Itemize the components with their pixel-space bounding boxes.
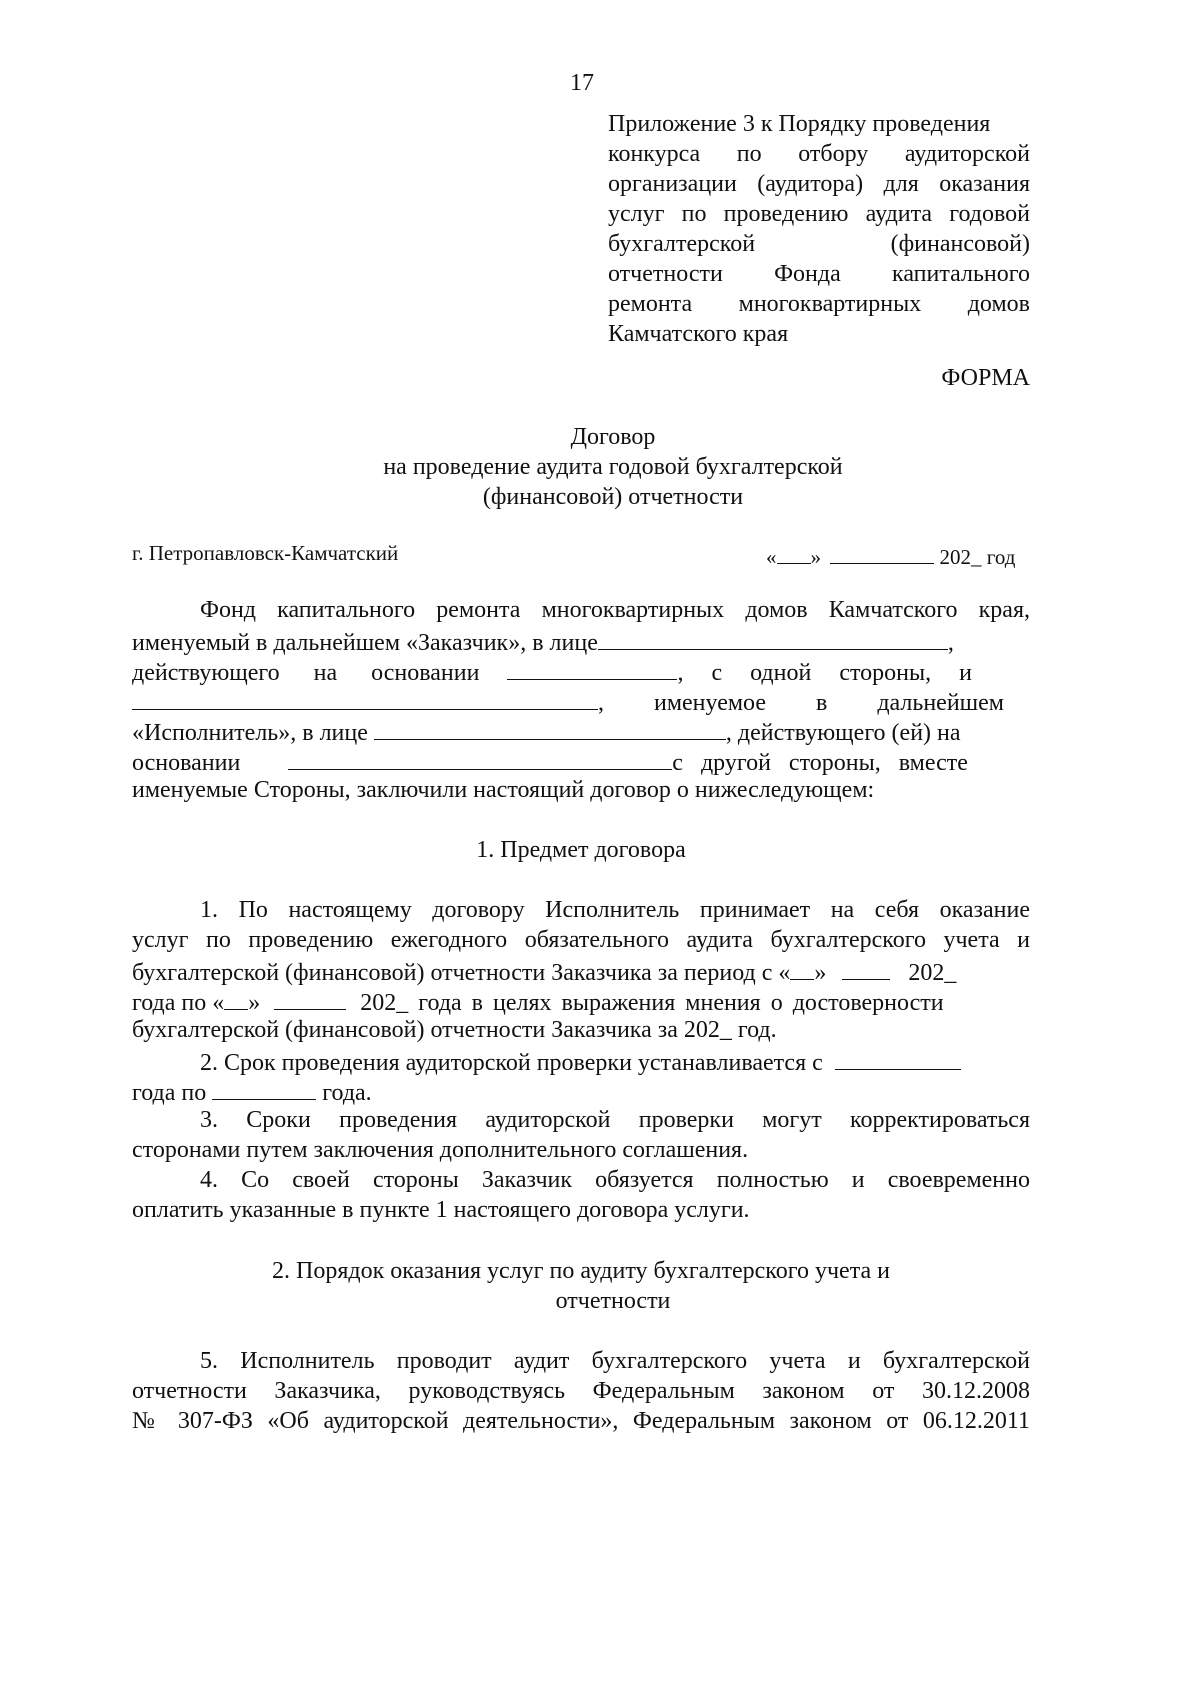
preamble-text: именуемый в дальнейшем «Заказчик», в лице xyxy=(132,630,598,656)
preamble-line xyxy=(132,747,968,777)
preamble-text: действующего на основании xyxy=(132,660,480,686)
contract-title-line3: (финансовой) отчетности xyxy=(482,484,744,510)
day-blank xyxy=(777,541,811,564)
preamble-line xyxy=(132,687,1004,717)
paragraph-text: года. xyxy=(322,1080,372,1106)
paragraph-line: услуг по проведению ежегодного обязательного аудита бухгалтерского учета и xyxy=(132,927,1030,953)
appendix-line: Приложение 3 к Порядку проведения xyxy=(608,111,991,137)
paragraph-line xyxy=(200,1047,961,1077)
section-heading-line2: отчетности xyxy=(555,1288,671,1314)
section-heading: 2. Порядок оказания услуг по аудиту бухгалтерского учета и xyxy=(272,1258,890,1284)
paragraph-text: » xyxy=(814,960,827,986)
date-year-prefix: 202 xyxy=(939,545,971,569)
appendix-line: Камчатского края xyxy=(608,321,789,347)
customer-representative-blank xyxy=(598,627,948,650)
period-start-month-blank xyxy=(842,957,890,980)
preamble-text: с другой стороны, вместе xyxy=(672,750,968,776)
preamble-line xyxy=(132,717,961,747)
paragraph-line xyxy=(132,957,956,987)
paragraph-line: № 307-ФЗ «Об аудиторской деятельности», Федеральным законом от 06.12.2011 xyxy=(132,1408,1030,1434)
preamble-line: Фонд капитального ремонта многоквартирных домов Камчатского края, xyxy=(200,597,1030,623)
contractor-representative-blank xyxy=(374,717,726,740)
preamble-text: , действующего (ей) на xyxy=(725,720,961,746)
contract-place: г. Петропавловск-Камчатский xyxy=(132,541,399,565)
date-year-suffix: _ год xyxy=(971,545,1016,569)
month-blank xyxy=(830,541,934,564)
customer-basis-blank xyxy=(507,657,677,680)
preamble-text: основании xyxy=(132,750,241,776)
period-end-month-blank xyxy=(274,987,346,1010)
appendix-line: отчетности Фонда капитального xyxy=(608,261,1030,287)
paragraph-text: 202_ года в целях выражения мнения о достоверности xyxy=(360,990,944,1016)
contract-title-line2: на проведение аудита годовой бухгалтерской xyxy=(383,454,843,480)
paragraph-text: года по « xyxy=(132,990,225,1016)
paragraph-line: бухгалтерской (финансовой) отчетности Заказчика за 202_ год. xyxy=(132,1017,777,1043)
audit-end-blank xyxy=(212,1077,316,1100)
paragraph-line: отчетности Заказчика, руководствуясь Федеральным законом от 30.12.2008 xyxy=(132,1378,1030,1404)
preamble-line: именуемые Стороны, заключили настоящий договор о нижеследующем: xyxy=(132,777,875,803)
preamble-line xyxy=(132,657,1030,687)
audit-start-blank xyxy=(835,1047,961,1070)
period-start-day-blank xyxy=(790,957,814,980)
page-number: 17 xyxy=(570,70,594,96)
preamble-text: , с одной стороны, и xyxy=(677,660,972,686)
paragraph-line: 3. Сроки проведения аудиторской проверки могут корректироваться xyxy=(200,1107,1030,1133)
preamble-text: «Исполнитель», в лице xyxy=(132,720,368,746)
appendix-line: ремонта многоквартирных домов xyxy=(608,291,1030,317)
paragraph-text: » xyxy=(248,990,261,1016)
section-heading: 1. Предмет договора xyxy=(476,837,686,863)
contract-title: Договор xyxy=(570,424,656,450)
contractor-name-blank xyxy=(132,687,598,710)
paragraph-text: 202_ xyxy=(908,960,957,986)
appendix-line: организации (аудитора) для оказания xyxy=(608,171,1030,197)
appendix-line: бухгалтерской (финансовой) xyxy=(608,231,1030,257)
paragraph-line: оплатить указанные в пункте 1 настоящего договора услуги. xyxy=(132,1197,750,1223)
appendix-line: конкурса по отбору аудиторской xyxy=(608,141,1030,167)
contract-date xyxy=(766,541,1015,570)
preamble-line xyxy=(132,627,954,657)
date-close-quote: » xyxy=(810,545,821,569)
paragraph-line: сторонами путем заключения дополнительного соглашения. xyxy=(132,1137,749,1163)
form-label: ФОРМА xyxy=(941,365,1030,391)
paragraph-text: года по xyxy=(132,1080,207,1106)
period-end-day-blank xyxy=(224,987,248,1010)
preamble-text: , xyxy=(947,630,954,656)
paragraph-line: 5. Исполнитель проводит аудит бухгалтерского учета и бухгалтерской xyxy=(200,1348,1030,1374)
date-open-quote: « xyxy=(766,545,777,569)
paragraph-line xyxy=(132,1077,372,1107)
paragraph-line: 1. По настоящему договору Исполнитель принимает на себя оказание xyxy=(200,897,1030,923)
preamble-text: , именуемое в дальнейшем xyxy=(598,690,1004,716)
paragraph-line xyxy=(132,987,944,1017)
paragraph-text: бухгалтерской (финансовой) отчетности Заказчика за период с « xyxy=(132,960,791,986)
appendix-line: услуг по проведению аудита годовой xyxy=(608,201,1030,227)
paragraph-line: 4. Со своей стороны Заказчик обязуется полностью и своевременно xyxy=(200,1167,1030,1193)
contractor-basis-blank xyxy=(288,747,672,770)
paragraph-text: 2. Срок проведения аудиторской проверки устанавливается с xyxy=(200,1050,823,1076)
